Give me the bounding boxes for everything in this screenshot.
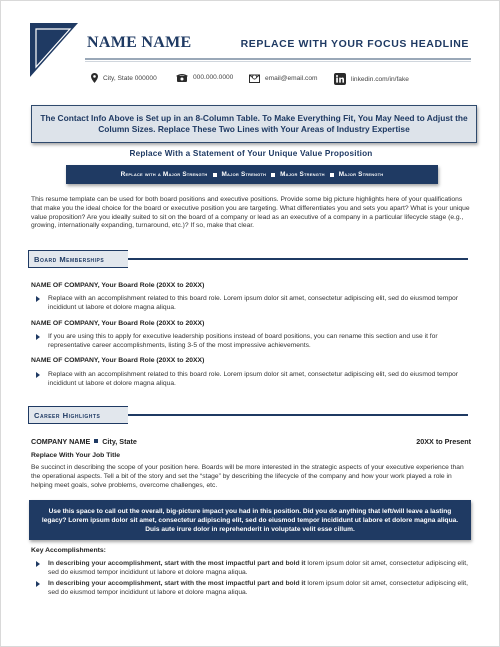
strength-item: Replace with a Major Strength <box>120 171 208 178</box>
bullet-text: Replace with an accomplishment related to this board role. Lorem ipsum dolor sit amet, consectetur adipiscing elit, sed do eiusmod tempor incididunt ut labore et dolore magna aliqua. <box>48 295 458 311</box>
board-role-title: NAME OF COMPANY, Your Board Role (20XX to 20XX) <box>31 282 205 289</box>
email-icon <box>249 73 260 83</box>
corner-accent <box>30 23 78 77</box>
candidate-name: NAME NAME <box>87 34 192 51</box>
linkedin-text[interactable]: linkedin.com/in/fake <box>351 75 409 83</box>
accomplishment-text: lorem ipsum dolor sit amet, consectetur adipiscing elit, sed do eiusmod tempor incididunt ut labore et dolore magna aliqua. <box>48 580 468 596</box>
expertise-banner-text: The Contact Info Above is Set up in an 8-Column Table. To Make Everything Fit, You May Need to Adjust the Column Sizes. Replace These Two Lines with Your Areas of Industry Expertise <box>40 112 468 134</box>
strength-item: Major Strength <box>221 171 267 178</box>
bullet-arrow-icon <box>36 296 40 302</box>
strength-separator <box>271 173 275 177</box>
contact-location <box>91 73 157 83</box>
header-divider-light <box>85 61 471 62</box>
bullet-arrow-icon <box>36 581 40 587</box>
bullet-text: If you are using this to apply for executive leadership positions instead of board positions, you can rename this section and use it for representative career accomplishments, listing 3-5 of the most impressive achievements. <box>48 333 438 349</box>
location-text: City, State 000000 <box>103 74 157 82</box>
header-divider <box>85 58 471 60</box>
strength-item: Major Strength <box>280 171 325 178</box>
contact-phone <box>176 73 233 82</box>
bullet-arrow-icon <box>36 334 40 340</box>
accomplishment-text: lorem ipsum dolor sit amet, consectetur adipiscing elit, sed do eiusmod tempor incididunt ut labore et dolore magna aliqua. <box>48 560 468 576</box>
phone-icon <box>176 73 188 82</box>
section-rule <box>128 414 468 416</box>
accomplishment-bold: In describing your accomplishment, start with the most impactful part and bold it <box>48 580 306 587</box>
section-title-box <box>28 250 128 268</box>
focus-headline: REPLACE WITH YOUR FOCUS HEADLINE <box>240 38 469 50</box>
contact-linkedin[interactable] <box>334 73 409 85</box>
section-title: Career Highlights <box>34 410 101 420</box>
company-row <box>31 437 471 446</box>
board-role-bullet <box>48 371 468 389</box>
phone-text: 000.000.0000 <box>193 74 234 81</box>
board-role-bullet <box>48 333 468 351</box>
bullet-arrow-icon <box>36 561 40 567</box>
board-role-title: NAME OF COMPANY, Your Board Role (20XX to 20XX) <box>31 320 205 327</box>
company-name: COMPANY NAME <box>31 437 91 446</box>
contact-email[interactable] <box>249 73 318 83</box>
scope-paragraph: Be succinct in describing the scope of your position here. Boards will be more interested in the strategic aspects of your executive experience than the operational aspects. Tell a bit of the story and set the “stage” by describing the lifecycle of the company and how your work played a role in helping meet goals, solve problems, overcome challenges, etc. <box>31 464 464 489</box>
email-text[interactable]: email@email.com <box>265 74 318 82</box>
impact-callout-text: Use this space to call out the overall, big-picture impact you had in this position. Did you do anything that left/will leave a lasting legacy? Lorem ipsum dolor sit amet, consectetur adipiscing elit, sed do eiusmod tempor incididunt ut labore et dolore magna aliqua. Duis aute irure dolor in reprehenderit in voluptate velit esse cillum. <box>41 507 459 533</box>
bullet-arrow-icon <box>36 372 40 378</box>
accomplishment-bold: In describing your accomplishment, start with the most impactful part and bold it <box>48 560 306 567</box>
accomplishment-item <box>48 580 468 598</box>
accomplishment-item <box>48 560 468 578</box>
impact-callout <box>29 500 471 540</box>
strength-separator <box>330 173 334 177</box>
summary-paragraph: This resume template can be used for both board positions and executive positions. Provide some big picture highlights here of your qualifications that make you the ideal choice for the board or executive position you are targeting. What differentiates you and sets you apart? What is your unique value proposition? Are you ideally suited to sit on the board of a company or lead as an executive of a company in a particular lifecycle stage (e.g., growing, internationally expanding, turnaround, etc.)? If so, make that clear. <box>31 196 470 230</box>
job-title: Replace With Your Job Title <box>31 452 121 459</box>
bullet-text: Replace with an accomplishment related to this board role. Lorem ipsum dolor sit amet, consectetur adipiscing elit, sed do eiusmod tempor incididunt ut labore et dolore magna aliqua. <box>48 371 458 387</box>
board-role-title: NAME OF COMPANY, Your Board Role (20XX to 20XX) <box>31 357 205 364</box>
board-role-bullet <box>48 295 468 313</box>
map-pin-icon <box>91 73 98 83</box>
company-separator <box>94 439 98 443</box>
section-title-box <box>28 406 128 424</box>
strength-separator <box>213 173 217 177</box>
section-rule <box>128 258 468 260</box>
company-location: City, State <box>102 437 137 446</box>
key-accomplishments-label: Key Accomplishments: <box>31 547 106 554</box>
expertise-banner <box>31 105 477 143</box>
strengths-bar <box>66 165 438 184</box>
strength-item: Major Strength <box>338 171 384 178</box>
section-title: Board Memberships <box>34 254 105 264</box>
value-proposition: Replace With a Statement of Your Unique Value Proposition <box>129 149 373 158</box>
linkedin-icon <box>334 73 346 85</box>
employment-dates: 20XX to Present <box>416 437 471 446</box>
